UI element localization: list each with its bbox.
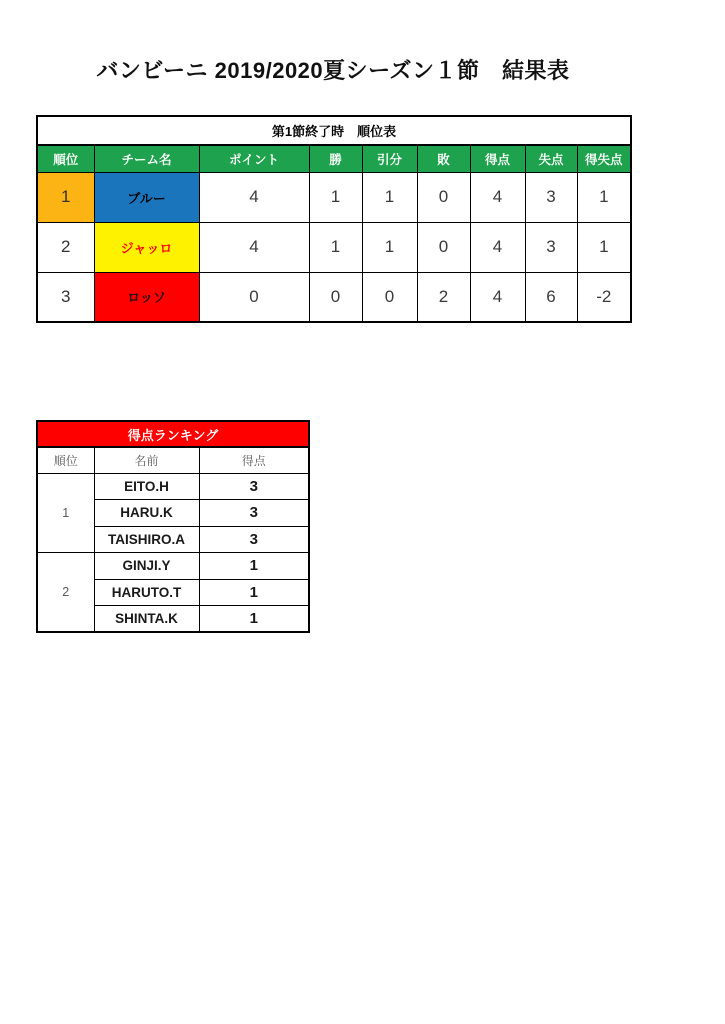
scorer-rank-group: 2 [37,553,94,633]
rank-value: 3 [37,272,94,322]
scorer-row [37,473,309,500]
wins-value: 1 [309,222,362,272]
draws-value: 1 [362,172,417,222]
scorer-name: TAISHIRO.A [94,526,199,553]
scorers-header-row [37,447,309,473]
team-name-giallo: ジャッロ [94,222,199,272]
gf-value: 4 [470,272,525,322]
standings-header-row [37,145,631,172]
scorer-row [37,553,309,580]
scorer-rank-group: 1 [37,473,94,553]
standings-col-ga: 失点 [525,145,577,172]
scorers-caption: 得点ランキング [37,421,309,447]
scorers-col-rank: 順位 [37,447,94,473]
standings-caption: 第1節終了時 順位表 [37,116,631,145]
standings-col-losses: 敗 [417,145,470,172]
standings-col-draws: 引分 [362,145,417,172]
scorers-caption-row [37,421,309,447]
losses-value: 0 [417,222,470,272]
draws-value: 0 [362,272,417,322]
team-name-rosso: ロッソ [94,272,199,322]
losses-value: 2 [417,272,470,322]
draws-value: 1 [362,222,417,272]
gd-value: 1 [577,172,631,222]
ga-value: 6 [525,272,577,322]
standings-col-team: チーム名 [94,145,199,172]
scorers-col-goals: 得点 [199,447,309,473]
scorers-table [36,420,310,633]
gd-value: 1 [577,222,631,272]
standings-table [36,115,632,323]
standings-col-points: ポイント [199,145,309,172]
scorer-goals: 1 [199,606,309,633]
standings-col-gf: 得点 [470,145,525,172]
losses-value: 0 [417,172,470,222]
scorer-name: HARU.K [94,500,199,527]
ga-value: 3 [525,222,577,272]
scorer-name: HARUTO.T [94,579,199,606]
scorers-col-name: 名前 [94,447,199,473]
team-name-blue: ブルー [94,172,199,222]
scorer-goals: 1 [199,553,309,580]
ga-value: 3 [525,172,577,222]
standings-row-giallo [37,222,631,272]
wins-value: 1 [309,172,362,222]
scorer-name: EITO.H [94,473,199,500]
scorer-goals: 3 [199,500,309,527]
rank-value: 1 [37,172,94,222]
gd-value: -2 [577,272,631,322]
scorer-goals: 1 [199,579,309,606]
document-title: バンビーニ 2019/2020夏シーズン１節 結果表 [96,58,570,83]
standings-col-gd: 得失点 [577,145,631,172]
gf-value: 4 [470,222,525,272]
points-value: 4 [199,172,309,222]
standings-row-rosso [37,272,631,322]
gf-value: 4 [470,172,525,222]
wins-value: 0 [309,272,362,322]
standings-col-rank: 順位 [37,145,94,172]
scorer-goals: 3 [199,473,309,500]
points-value: 4 [199,222,309,272]
scorer-name: GINJI.Y [94,553,199,580]
scorer-name: SHINTA.K [94,606,199,633]
standings-row-blue [37,172,631,222]
standings-caption-row [37,116,631,145]
rank-value: 2 [37,222,94,272]
points-value: 0 [199,272,309,322]
scorer-goals: 3 [199,526,309,553]
standings-col-wins: 勝 [309,145,362,172]
